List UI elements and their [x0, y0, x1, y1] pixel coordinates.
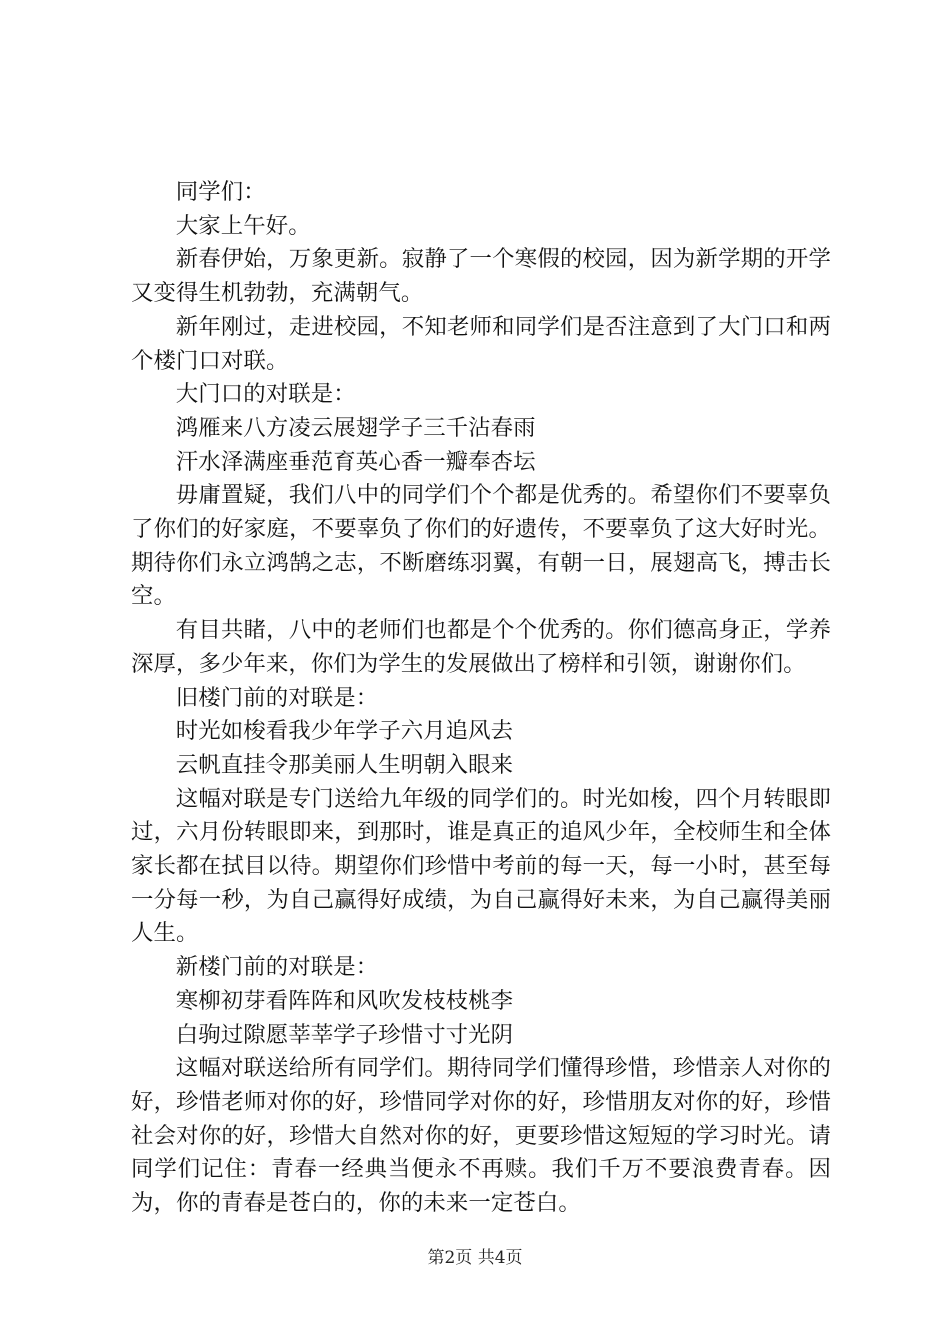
paragraph: 这幅对联是专门送给九年级的同学们的。时光如梭，四个月转眼即过，六月份转眼即来，到那时，谁是真正的追风少年，全校师生和全体家长都在拭目以待。期望你们珍惜中考前的每一天，每一小时，甚至每一分每一秒，为自己赢得好成绩，为自己赢得好未来，为自己赢得美丽人生。 [131, 785, 831, 947]
paragraph: 这幅对联送给所有同学们。期待同学们懂得珍惜，珍惜亲人对你的好，珍惜老师对你的好，珍惜同学对你的好，珍惜朋友对你的好，珍惜社会对你的好，珍惜大自然对你的好，更要珍惜这短短的学习时光。请同学们记住：青春一经典当便永不再赎。我们千万不要浪费青春。因为，你的青春是苍白的，你的未来一定苍白。 [131, 1055, 831, 1217]
couplet-line: 汗水泽满座垂范育英心香一瓣奉杏坛 [175, 448, 536, 475]
page-footer: 第2页 共4页 [427, 1248, 523, 1268]
couplet-line: 白驹过隙愿莘莘学子珍惜寸寸光阴 [175, 1021, 514, 1048]
body-text [131, 176, 831, 1221]
paragraph: 毋庸置疑，我们八中的同学们个个都是优秀的。希望你们不要辜负了你们的好家庭，不要辜负了你们的好遗传，不要辜负了这大好时光。期待你们永立鸿鹄之志，不断磨练羽翼，有朝一日，展翅高飞，搏击长空。 [131, 482, 831, 610]
couplet-line: 寒柳初芽看阵阵和风吹发枝枝桃李 [175, 987, 514, 1014]
paragraph: 有目共睹，八中的老师们也都是个个优秀的。你们德高身正，学养深厚，多少年来，你们为学生的发展做出了榜样和引领，谢谢你们。 [131, 617, 831, 677]
paragraph-hello: 大家上午好。 [175, 212, 311, 239]
paragraph-heading: 新楼门前的对联是： [175, 954, 379, 981]
paragraph-heading: 旧楼门前的对联是： [175, 684, 379, 711]
paragraph: 新春伊始，万象更新。寂静了一个寒假的校园，因为新学期的开学又变得生机勃勃，充满朝气。 [131, 246, 831, 307]
paragraph-heading: 大门口的对联是： [175, 381, 356, 408]
paragraph-greeting: 同学们： [175, 179, 266, 205]
paragraph: 新年刚过，走进校园，不知老师和同学们是否注意到了大门口和两个楼门口对联。 [131, 313, 831, 374]
couplet-line: 时光如梭看我少年学子六月追风去 [175, 718, 514, 745]
couplet-line: 云帆直挂令那美丽人生明朝入眼来 [175, 751, 514, 778]
couplet-line: 鸿雁来八方凌云展翅学子三千沾春雨 [175, 414, 536, 441]
